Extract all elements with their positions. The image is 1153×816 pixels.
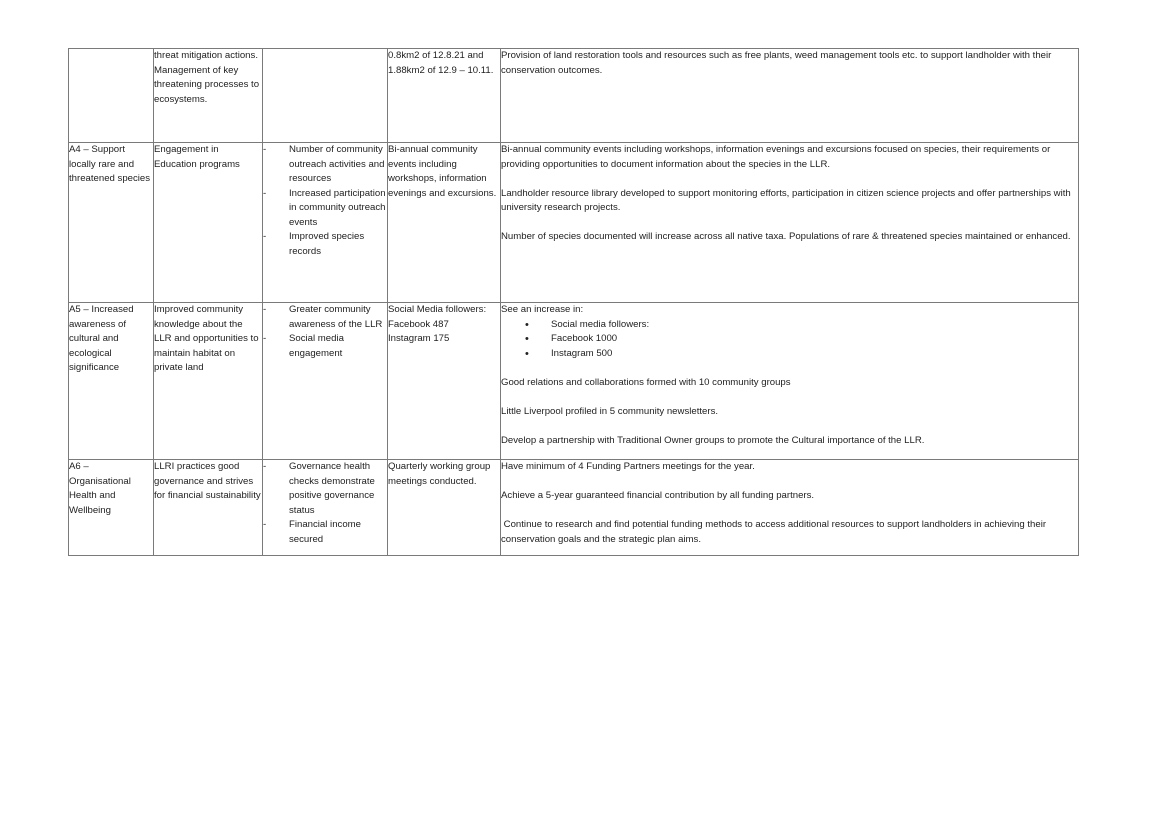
indicators-cell <box>263 143 388 303</box>
baseline-cell <box>388 303 501 460</box>
indicator-item: - Greater community awareness of the LLR <box>263 303 387 332</box>
indicator-item: - Financial income secured <box>263 518 387 547</box>
target-text: Develop a partnership with Traditional Owner groups to promote the Cultural importance of the LLR. <box>501 434 925 446</box>
indicator-list <box>263 460 387 547</box>
target-text: Bi-annual community events including workshops, information evenings and excursions focused on species, their requirements or providing opportunities to document information about the species in the LLR. <box>501 144 1051 170</box>
indicator-item: - Increased participation in community outreach events <box>263 187 387 231</box>
objective-cell: threat mitigation actions. Management of key threatening processes to ecosystems. <box>154 49 263 143</box>
focus-area-cell: A4 – Support locally rare and threatened species <box>69 143 154 303</box>
objective-cell: LLRI practices good governance and strives for financial sustainability <box>154 460 263 556</box>
strategic-plan-table <box>68 48 1079 556</box>
target-text: Provision of land restoration tools and resources such as free plants, weed management tools etc. to support landholder with their conservation outcomes. <box>501 50 1052 76</box>
targets-cell <box>501 460 1079 556</box>
targets-cell <box>501 303 1079 460</box>
target-text: Number of species documented will increase across all native taxa. Populations of rare & threatened species maintained or enhanced. <box>501 231 1071 242</box>
objective-cell: Improved community knowledge about the LLR and opportunities to maintain habitat on private land <box>154 303 263 460</box>
focus-area-cell: A5 – Increased awareness of cultural and ecological significance <box>69 303 154 460</box>
focus-area-cell: A6 – Organisational Health and Wellbeing <box>69 460 154 556</box>
table-row <box>69 143 1079 303</box>
indicator-item: - Governance health checks demonstrate positive governance status <box>263 460 387 518</box>
target-text: Have minimum of 4 Funding Partners meetings for the year. <box>501 461 755 472</box>
indicators-cell <box>263 460 388 556</box>
target-bullet: • Facebook 1000 <box>525 332 1078 347</box>
table-row <box>69 49 1079 143</box>
objective-cell: Engagement in Education programs <box>154 143 263 303</box>
focus-area-cell <box>69 49 154 143</box>
target-text: Little Liverpool profiled in 5 community newsletters. <box>501 405 719 417</box>
target-intro: See an increase in: <box>501 304 584 315</box>
table-row <box>69 303 1079 460</box>
target-bullet-list <box>501 318 1078 362</box>
target-bullet: • Social media followers: <box>525 318 1078 333</box>
indicator-item: - Number of community outreach activities and resources <box>263 143 387 187</box>
baseline-cell: Quarterly working group meetings conducted. <box>388 460 501 556</box>
indicators-cell <box>263 49 388 143</box>
target-text: Good relations and collaborations formed with 10 community groups <box>501 376 791 388</box>
baseline-line: Facebook 487 <box>388 318 449 330</box>
baseline-cell: Bi-annual community events including workshops, information evenings and excursions. <box>388 143 501 303</box>
target-text: Continue to research and find potential funding methods to access additional resources to support landholders in achieving their conservation goals and the strategic plan aims. <box>501 519 1049 545</box>
targets-cell <box>501 49 1079 143</box>
indicator-list <box>263 303 387 361</box>
table-row <box>69 460 1079 556</box>
target-text: Landholder resource library developed to support monitoring efforts, participation in citizen science projects and offer partnerships with university research projects. <box>501 187 1071 213</box>
baseline-line: Social Media followers: <box>388 304 487 315</box>
indicator-item: - Social media engagement <box>263 332 387 361</box>
baseline-cell: 0.8km2 of 12.8.21 and 1.88km2 of 12.9 – 10.11. <box>388 49 501 143</box>
indicator-list <box>263 143 387 259</box>
targets-cell <box>501 143 1079 303</box>
indicators-cell <box>263 303 388 460</box>
target-bullet: • Instagram 500 <box>525 347 1078 362</box>
baseline-line: Instagram 175 <box>388 333 450 344</box>
indicator-item: - Improved species records <box>263 230 387 259</box>
target-text: Achieve a 5-year guaranteed financial contribution by all funding partners. <box>501 490 815 501</box>
